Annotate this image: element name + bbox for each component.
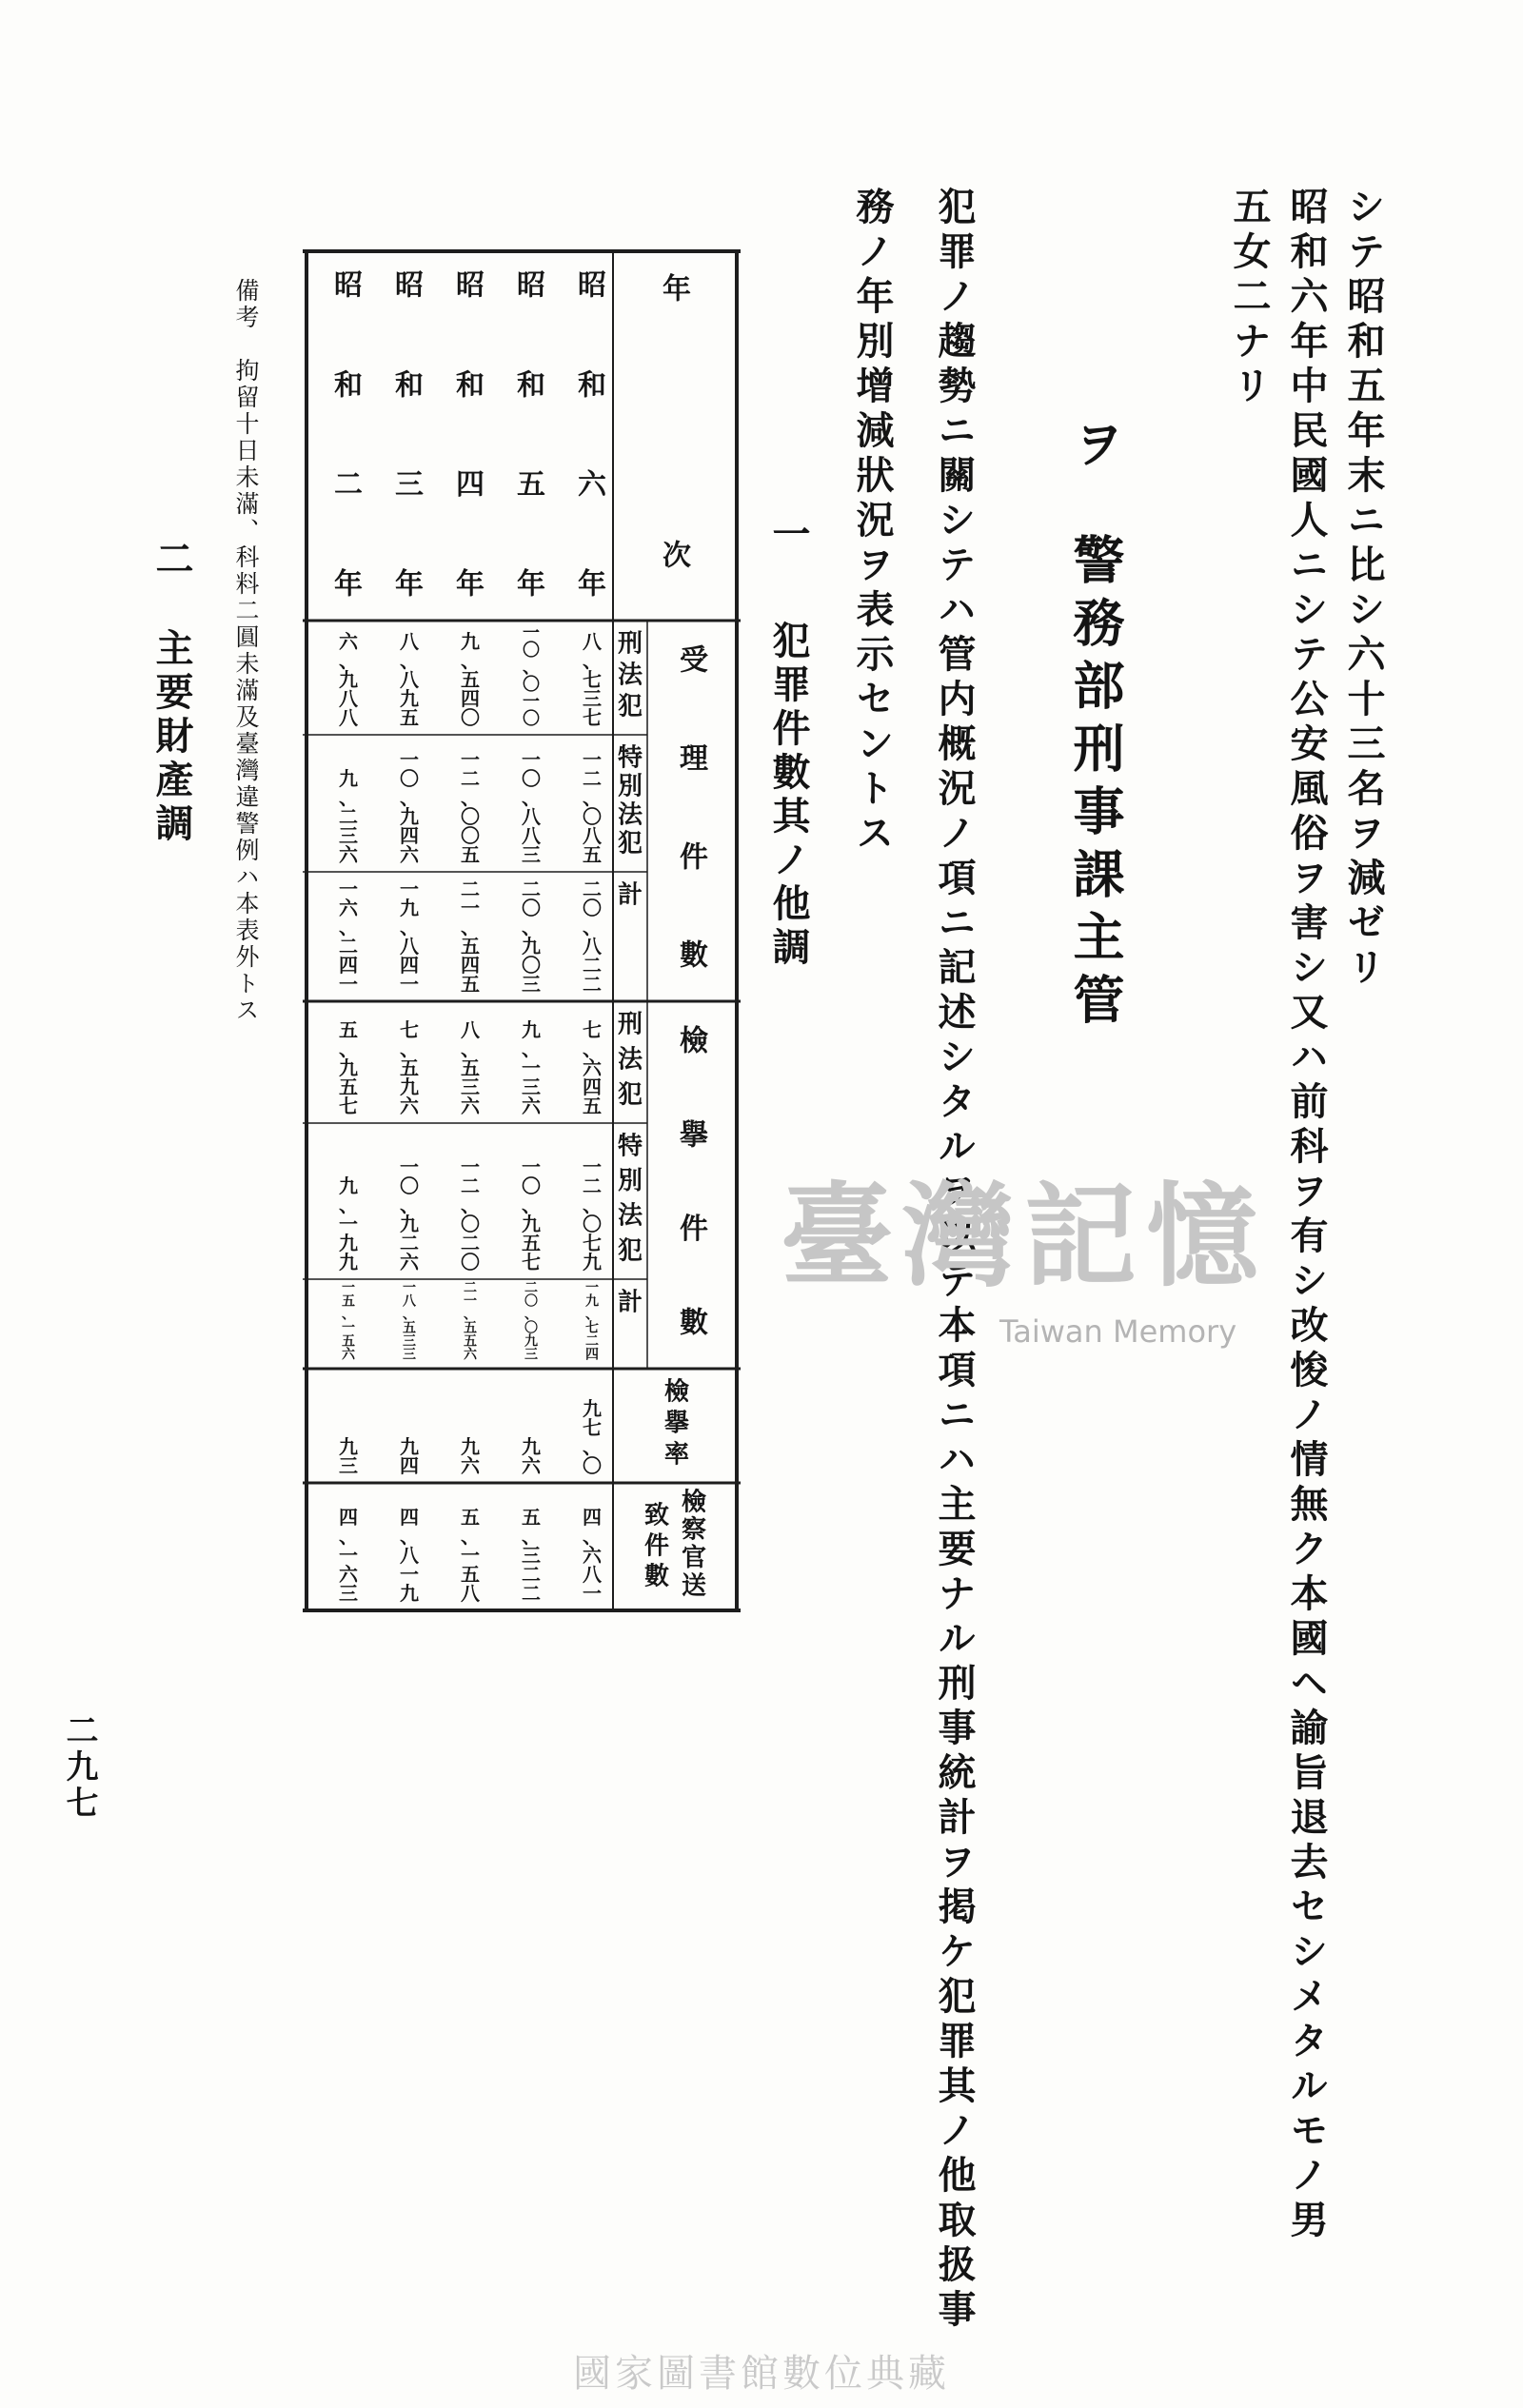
footer-credit: 國家圖書館數位典藏 <box>573 2352 950 2396</box>
table-cell-value: 一 <box>400 973 419 997</box>
table-cell-value: 九 <box>400 1435 419 1459</box>
row-year-label: 昭 <box>517 268 545 303</box>
table-cell-value: 、 <box>339 786 358 810</box>
row-year-label: 年 <box>395 567 424 602</box>
table-cell-value: 九 <box>339 767 358 791</box>
table-cell-value: 二 <box>583 973 602 997</box>
row-year-label: 和 <box>517 368 545 403</box>
table-cell-value: 五 <box>339 1076 358 1099</box>
table-cell-value: 二 <box>339 805 358 829</box>
table-cell-value: 九 <box>524 1333 538 1350</box>
watermark-cjk: 臺灣記憶 <box>781 1170 1269 1302</box>
section-marker: ヲ <box>1065 417 1126 480</box>
table-cell-value: 、 <box>400 786 419 810</box>
table-cell-value: 三 <box>522 843 541 867</box>
table-cell-value: 三 <box>461 1076 480 1099</box>
table-cell-value: 四 <box>400 954 419 977</box>
row-year-label: 年 <box>517 567 545 602</box>
table-cell-value: 七 <box>583 706 602 730</box>
table-cell-value: 〇 <box>522 767 541 791</box>
taiwan-memory-watermark <box>781 1170 1276 1390</box>
table-cell-value: 六 <box>339 1563 358 1587</box>
table-cell-value: 九 <box>400 1076 419 1099</box>
table-cell-value: 五 <box>400 1056 419 1080</box>
table-cell-value: 一 <box>339 1544 358 1568</box>
table-cell-value: 、 <box>583 786 602 810</box>
column-header: 致 <box>643 1501 670 1530</box>
table-cell-value: 九 <box>522 1435 541 1459</box>
table-cell-value: 〇 <box>583 1454 602 1478</box>
table-cell-value: 一 <box>585 1280 599 1296</box>
table-cell-value: 八 <box>339 687 358 711</box>
row-year-label: 昭 <box>334 268 363 303</box>
table-cell-value: 四 <box>400 1506 419 1530</box>
table-cell-value: 、 <box>583 649 602 673</box>
table-cell-value: 一 <box>461 897 480 920</box>
table-cell-value: 九 <box>522 1018 541 1042</box>
table-cell-value: 〇 <box>522 1174 541 1198</box>
table-cell-value: 六 <box>461 1454 480 1478</box>
table-cell-value: 一 <box>522 748 541 772</box>
column-header: 犯 <box>617 692 643 721</box>
table-cell-value: 、 <box>522 786 541 810</box>
table-cell-value: 三 <box>524 1347 538 1363</box>
table-cell-value: 六 <box>522 1095 541 1118</box>
table-cell-value: 一 <box>342 1280 355 1296</box>
table-cell-value: 五 <box>342 1333 355 1350</box>
table-cell-value: 九 <box>339 1232 358 1255</box>
table-cell-value: 一 <box>339 878 358 901</box>
table-cell-value: 二 <box>583 1174 602 1198</box>
table-cell-value: 五 <box>461 935 480 958</box>
table-cell-value: 二 <box>522 1563 541 1587</box>
table-cell-value: 七 <box>583 1416 602 1440</box>
table-cell-value: 八 <box>461 1582 480 1606</box>
table-cell-value: 八 <box>461 1018 480 1042</box>
table-cell-value: 二 <box>583 767 602 791</box>
table-cell-value: 、 <box>524 1307 538 1323</box>
table-cell-value: 六 <box>522 1454 541 1478</box>
table-cell-value: 一 <box>400 878 419 901</box>
table-cell-value: 七 <box>585 1320 599 1336</box>
table-cell-value: 三 <box>522 1076 541 1099</box>
table-cell-value: 四 <box>583 1506 602 1530</box>
column-header: 檢 <box>663 1377 690 1407</box>
table-cell-value: 三 <box>339 1454 358 1478</box>
table-cell-value: 四 <box>339 1506 358 1530</box>
table-cell-value: 一 <box>523 622 540 643</box>
crime-statistics-table <box>303 249 741 2100</box>
column-header: 數 <box>643 1562 670 1591</box>
year-header: 年 <box>663 272 691 306</box>
table-cell-value: 、 <box>461 786 480 810</box>
table-cell-value: 八 <box>522 805 541 829</box>
table-cell-value: 四 <box>583 1076 602 1099</box>
table-cell-value: 七 <box>400 1018 419 1042</box>
row-year-label: 年 <box>578 567 606 602</box>
table-cell-value: 二 <box>461 878 480 901</box>
body-line-3: 五女二ナリ <box>1227 187 1272 410</box>
table-cell-value: 八 <box>583 1563 602 1587</box>
table-cell-value: 、 <box>461 1194 480 1217</box>
table-cell-value: 六 <box>400 1095 419 1118</box>
table-cell-value: 四 <box>461 687 480 711</box>
group-header: 數 <box>680 1306 708 1340</box>
column-header: 擧 <box>663 1409 690 1438</box>
next-section-marker: 二 <box>149 539 194 582</box>
column-header: 犯 <box>617 1080 643 1110</box>
table-cell-value: 五 <box>461 843 480 867</box>
table-cell-value: 、 <box>339 649 358 673</box>
table-cell-value: 九 <box>400 805 419 829</box>
row-year-label: 昭 <box>578 268 606 303</box>
table-cell-value: 五 <box>403 1320 416 1336</box>
table-cell-value: 一 <box>339 1213 358 1236</box>
table-cell-value: 六 <box>342 1347 355 1363</box>
table-cell-value: 六 <box>400 1251 419 1274</box>
table-cell-value: 一 <box>522 1155 541 1179</box>
intro-line-1: 犯罪ノ趨勢ニ關シテハ管内概況ノ項ニ記述シタルヲ以テ本項ニハ主要ナル刑事統計ヲ掲ケ犯罪其ノ他取扱事 <box>932 187 977 2334</box>
column-header: 察 <box>681 1515 707 1545</box>
table-cell-value: 八 <box>400 935 419 958</box>
table-cell-value: 五 <box>522 1232 541 1255</box>
table-cell-value: 六 <box>339 630 358 654</box>
row-year-label: 和 <box>395 368 424 403</box>
table-cell-value: 二 <box>464 1280 477 1296</box>
row-year-label: 和 <box>334 368 363 403</box>
table-cell-value: 一 <box>461 748 480 772</box>
table-cell-value: 、 <box>400 649 419 673</box>
table-cell-value: 八 <box>583 630 602 654</box>
column-header: 特 <box>617 743 643 773</box>
table-cell-value: 一 <box>339 973 358 997</box>
table-cell-value: 二 <box>461 767 480 791</box>
table-cell-value: 五 <box>461 1506 480 1530</box>
row-year-label: 年 <box>456 567 485 602</box>
table-note: 備考 拘留十日未滿、科料二圓未滿及臺灣違警例ハ本表外トス <box>232 278 260 1024</box>
table-cell-value: 五 <box>461 1563 480 1587</box>
table-cell-value: 〇 <box>583 1213 602 1236</box>
table-cell-value: 、 <box>400 916 419 939</box>
table-cell-value: 九 <box>400 897 419 920</box>
column-header: 法 <box>617 800 643 830</box>
column-header: 法 <box>617 1045 643 1075</box>
table-cell-value: 五 <box>342 1293 355 1310</box>
table-cell-value: 九 <box>583 1397 602 1421</box>
table-cell-value: 、 <box>583 1037 602 1061</box>
table-cell-value: 五 <box>464 1333 477 1350</box>
row-year-label: 四 <box>456 467 485 502</box>
table-cell-value: 三 <box>583 687 602 711</box>
table-cell-value: 二 <box>583 878 602 901</box>
table-cell-value: 、 <box>461 916 480 939</box>
table-cell-value: 二 <box>400 1232 419 1255</box>
table-cell-value: 五 <box>461 668 480 692</box>
table-cell-value: 五 <box>461 1056 480 1080</box>
table-cell-value: 六 <box>461 1095 480 1118</box>
column-header: 犯 <box>617 1236 643 1266</box>
column-header: 法 <box>617 1201 643 1231</box>
intro-line-2: 務ノ年別增減狀況ヲ表示セントス <box>850 187 895 858</box>
table-cell-value: 〇 <box>400 1174 419 1198</box>
table-cell-value: 四 <box>339 954 358 977</box>
table-cell-value: 一 <box>583 1582 602 1606</box>
table-cell-value: 九 <box>522 935 541 958</box>
column-header: 送 <box>681 1571 707 1601</box>
column-header: 官 <box>681 1544 707 1573</box>
column-header: 法 <box>617 661 643 690</box>
table-cell-value: 二 <box>461 1174 480 1198</box>
table-cell-value: 一 <box>461 1155 480 1179</box>
table-cell-value: 九 <box>339 1174 358 1198</box>
table-cell-value: 七 <box>583 1018 602 1042</box>
table-cell-value: 、 <box>583 916 602 939</box>
group-header: 理 <box>680 741 708 776</box>
group-header: 件 <box>680 1212 708 1246</box>
column-header: 檢 <box>681 1488 707 1517</box>
table-cell-value: 二 <box>339 935 358 958</box>
group-header: 檢 <box>680 1024 708 1058</box>
table-cell-value: 〇 <box>461 824 480 848</box>
table-cell-value: 、 <box>461 649 480 673</box>
table-cell-value: 一 <box>522 1056 541 1080</box>
year-header: 次 <box>663 539 691 573</box>
subsection-title: 犯罪件數其ノ他調 <box>766 621 811 971</box>
table-cell-value: 八 <box>583 824 602 848</box>
table-cell-value: 七 <box>522 1251 541 1274</box>
table-cell-value: 一 <box>342 1320 355 1336</box>
table-cell-value: 五 <box>464 1320 477 1336</box>
column-header: 特 <box>617 1132 643 1161</box>
table-cell-value: 五 <box>339 1018 358 1042</box>
table-cell-value: 〇 <box>583 805 602 829</box>
group-header: 受 <box>680 643 708 678</box>
group-header: 擧 <box>680 1118 708 1153</box>
table-cell-value: 、 <box>403 1307 416 1323</box>
table-cell-value: 、 <box>523 657 540 678</box>
table-cell-value: 〇 <box>524 1293 538 1310</box>
table-cell-value: 〇 <box>461 1251 480 1274</box>
row-year-label: 和 <box>578 368 606 403</box>
column-header: 別 <box>617 772 643 801</box>
table-cell-value: 九 <box>585 1293 599 1310</box>
table-cell-value: 四 <box>585 1347 599 1363</box>
table-cell-value: 五 <box>400 706 419 730</box>
table-cell-value: 一 <box>400 748 419 772</box>
table-cell-value: 、 <box>339 1525 358 1549</box>
table-cell-value: 〇 <box>524 1320 538 1336</box>
table-cell-value: 六 <box>400 843 419 867</box>
column-header: 率 <box>663 1440 690 1470</box>
table-cell-value: 四 <box>461 954 480 977</box>
table-cell-value: 、 <box>339 916 358 939</box>
table-cell-value: 九 <box>339 1251 358 1274</box>
column-header: 計 <box>617 880 643 910</box>
row-year-label: 六 <box>578 467 606 502</box>
table-cell-value: 、 <box>400 1037 419 1061</box>
row-year-label: 三 <box>395 467 424 502</box>
table-cell-value: 一 <box>523 691 540 712</box>
table-cell-value: 三 <box>339 1582 358 1606</box>
table-cell-value: 、 <box>522 916 541 939</box>
table-cell-value: 三 <box>522 973 541 997</box>
table-cell-value: 、 <box>583 1194 602 1217</box>
table-cell-value: 九 <box>461 630 480 654</box>
table-cell-value: 五 <box>583 1095 602 1118</box>
table-cell-value: 、 <box>461 1525 480 1549</box>
table-cell-value: 五 <box>522 1506 541 1530</box>
table-cell-value: 七 <box>339 1095 358 1118</box>
table-cell-value: 一 <box>461 1544 480 1568</box>
table-cell-value: 〇 <box>522 897 541 920</box>
column-header: 犯 <box>617 829 643 859</box>
group-header: 數 <box>680 938 708 973</box>
table-cell-value: 〇 <box>461 805 480 829</box>
row-year-label: 和 <box>456 368 485 403</box>
table-cell-value: 〇 <box>400 767 419 791</box>
table-cell-value: 九 <box>400 1582 419 1606</box>
column-header: 刑 <box>617 1010 643 1039</box>
table-cell-value: 八 <box>400 630 419 654</box>
row-year-label: 五 <box>517 467 545 502</box>
table-cell-value: 九 <box>461 1435 480 1459</box>
table-cell-value: 九 <box>339 1435 358 1459</box>
row-year-label: 年 <box>334 567 363 602</box>
table-cell-value: 二 <box>522 1582 541 1606</box>
row-year-label: 昭 <box>395 268 424 303</box>
column-header: 刑 <box>617 629 643 659</box>
column-header: 件 <box>643 1531 670 1561</box>
table-cell-value: 七 <box>583 1232 602 1255</box>
table-cell-value: 九 <box>339 668 358 692</box>
table-cell-value: 六 <box>583 1056 602 1080</box>
table-cell-value: 、 <box>522 1037 541 1061</box>
table-cell-value: 一 <box>400 1563 419 1587</box>
table-cell-value: 〇 <box>522 954 541 977</box>
column-header: 別 <box>617 1167 643 1196</box>
table-cell-value: 四 <box>400 824 419 848</box>
table-cell-value: 二 <box>461 1232 480 1255</box>
table-cell-value: 、 <box>522 1194 541 1217</box>
table-cell-value: 〇 <box>461 706 480 730</box>
table-cell-value: 、 <box>585 1307 599 1323</box>
table-cell-value: 九 <box>400 1213 419 1236</box>
table-cell-value: 、 <box>461 1037 480 1061</box>
table-cell-value: 九 <box>339 1056 358 1080</box>
column-header: 計 <box>617 1288 643 1317</box>
page-number: 二九七 <box>60 1713 98 1822</box>
table-cell-value: 八 <box>339 706 358 730</box>
table-cell-value: 一 <box>400 1155 419 1179</box>
table-cell-value: 三 <box>403 1347 416 1363</box>
table-cell-value: 八 <box>583 935 602 958</box>
table-cell-value: 〇 <box>523 708 540 729</box>
table-cell-value: 、 <box>464 1307 477 1323</box>
table-cell-value: 六 <box>339 843 358 867</box>
section-title: 警務部刑事課主管 <box>1065 533 1126 1036</box>
table-cell-value: 四 <box>400 1454 419 1478</box>
table-cell-value: 九 <box>583 1251 602 1274</box>
watermark-en: Taiwan Memory <box>999 1313 1237 1350</box>
table-cell-value: 八 <box>400 668 419 692</box>
table-cell-value: 、 <box>400 1194 419 1217</box>
group-header: 件 <box>680 840 708 875</box>
table-cell-value: 五 <box>583 843 602 867</box>
table-cell-value: 一 <box>464 1293 477 1310</box>
table-cell-value: 二 <box>585 1333 599 1350</box>
table-cell-value: 八 <box>400 1544 419 1568</box>
table-cell-value: 六 <box>339 897 358 920</box>
body-line-1: シテ昭和五年末ニ比シ六十三名ヲ減ゼリ <box>1341 187 1386 992</box>
table-cell-value: 、 <box>583 1525 602 1549</box>
table-cell-value: 三 <box>403 1333 416 1350</box>
table-cell-value: 二 <box>522 878 541 901</box>
table-cell-value: 、 <box>339 1194 358 1217</box>
table-cell-value: 六 <box>464 1347 477 1363</box>
table-cell-value: 〇 <box>461 1213 480 1236</box>
table-cell-value: 五 <box>461 973 480 997</box>
table-cell-value: 二 <box>583 954 602 977</box>
row-year-label: 二 <box>334 467 363 502</box>
table-cell-value: 一 <box>583 1155 602 1179</box>
table-cell-value: 七 <box>583 668 602 692</box>
table-cell-value: 一 <box>583 748 602 772</box>
table-cell-value: 、 <box>339 1037 358 1061</box>
table-cell-value: 二 <box>524 1280 538 1296</box>
table-cell-value: 九 <box>522 1213 541 1236</box>
row-year-label: 昭 <box>456 268 485 303</box>
subsection-marker: 一 <box>766 514 811 558</box>
table-cell-value: 三 <box>522 1544 541 1568</box>
table-cell-value: 八 <box>522 824 541 848</box>
table-cell-value: 、 <box>522 1525 541 1549</box>
table-cell-value: 六 <box>583 1544 602 1568</box>
table-cell-value: 八 <box>403 1293 416 1310</box>
next-section-title: 主要財產調 <box>149 628 194 847</box>
table-cell-value: 〇 <box>523 674 540 695</box>
table-cell-value: 〇 <box>583 897 602 920</box>
body-line-2: 昭和六年中民國人ニシテ公安風俗ヲ害シ又ハ前科ヲ有シ改悛ノ情無ク本國ヘ諭旨退去セシメタルモノ男 <box>1284 187 1329 2244</box>
table-cell-value: 、 <box>400 1525 419 1549</box>
table-cell-value: 一 <box>403 1280 416 1296</box>
table-cell-value: 九 <box>400 687 419 711</box>
table-cell-value: 、 <box>342 1307 355 1323</box>
table-cell-value: 、 <box>583 1435 602 1459</box>
table-cell-value: 〇 <box>523 640 540 661</box>
table-cell-value: 三 <box>339 824 358 848</box>
